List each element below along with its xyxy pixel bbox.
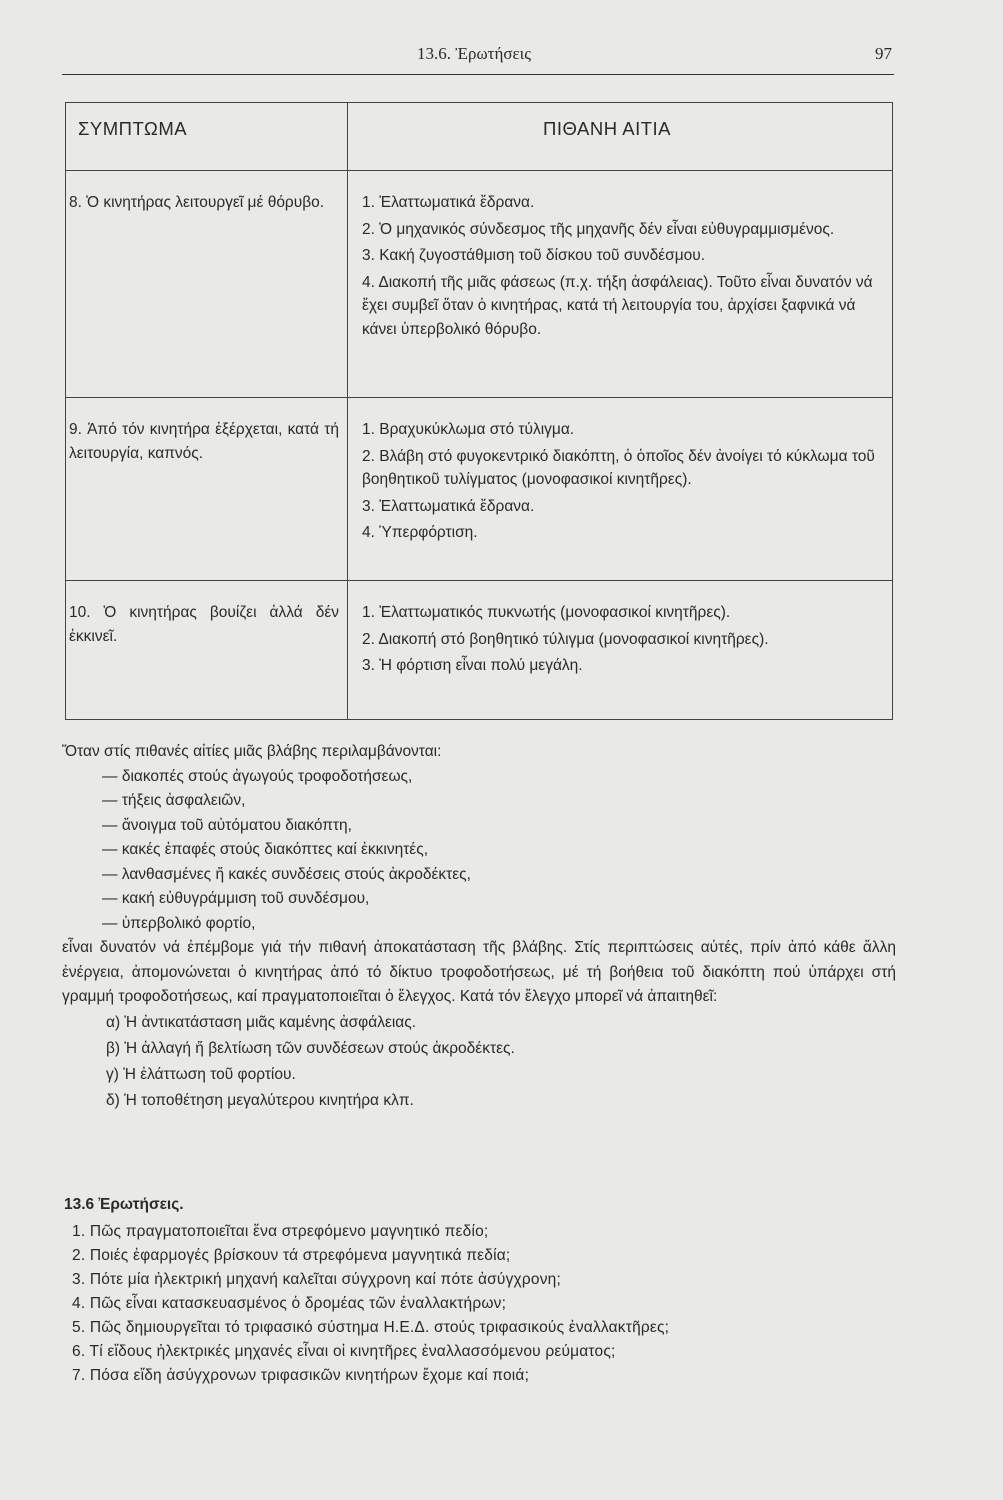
page-header	[62, 40, 894, 75]
cause-cell	[348, 398, 893, 581]
intro-sentence: Ὅταν στίς πιθανές αἰτίες μιᾶς βλάβης περιλαμβάνονται:	[62, 743, 442, 760]
list-item: 5. Πῶς δημιουργεῖται τό τριφασικό σύστημα Η.Ε.Δ. στούς τριφασικούς ἐναλλακτῆρες;	[72, 1319, 670, 1336]
list-item: 3. Πότε μία ἠλεκτρική μηχανή καλεῖται σύγχρονη καί πότε ἀσύγχρονη;	[72, 1271, 561, 1288]
list-item: 4. Πῶς εἶναι κατασκευασμένος ὁ δρομέας τῶν ἐναλλακτήρων;	[72, 1295, 507, 1312]
section-heading: 13.6 Ἐρωτήσεις.	[64, 1196, 184, 1213]
cause-cell	[348, 171, 893, 398]
symptom-cause-table	[65, 102, 893, 720]
cause-item: 2. Βλάβη στό φυγοκεντρικό διακόπτη, ὁ ὁποῖος δέν ἀνοίγει τό κύκλωμα τοῦ βοηθητικοῦ τυλίγματος (μονοφασικοί κινητῆρες).	[362, 447, 875, 488]
cause-cell	[348, 581, 893, 720]
list-item: 6. Τί εἴδους ἠλεκτρικές μηχανές εἶναι οἱ κινητῆρες ἐναλλασσόμενου ρεύματος;	[72, 1343, 616, 1360]
table-row	[66, 398, 893, 581]
symptom-cell: 8. Ὁ κινητήρας λειτουργεῖ μέ θόρυβο.	[66, 171, 348, 398]
cause-item: 3. Ἐλαττωματικά ἔδρανα.	[362, 497, 535, 515]
list-item: 2. Ποιές ἐφαρμογές βρίσκουν τά στρεφόμενα μαγνητικά πεδία;	[72, 1247, 511, 1264]
cause-item: 1. Ἐλαττωματικά ἔδρανα.	[362, 194, 535, 211]
cause-item: 2. Ὁ μηχανικός σύνδεσμος τῆς μηχανῆς δέν εἶναι εὐθυγραμμισμένος.	[362, 220, 835, 238]
cause-item: 3. Ἡ φόρτιση εἶναι πολύ μεγάλη.	[362, 657, 583, 674]
questions-section	[62, 1196, 896, 1388]
list-item: — τήξεις ἀσφαλειῶν,	[102, 789, 896, 814]
table-header-row	[66, 103, 893, 171]
list-item: 1. Πῶς πραγματοποιεῖται ἕνα στρεφόμενο μαγνητικό πεδίο;	[72, 1223, 489, 1240]
cause-item: 1. Ἐλαττωματικός πυκνωτής (μονοφασικοί κινητῆρες).	[362, 604, 731, 621]
actions-list	[62, 1010, 896, 1114]
list-item: — ὑπερβολικό φορτίο,	[102, 912, 896, 937]
body-paragraph: εἶναι δυνατόν νά ἐπέμβομε γιά τήν πιθανή ἀποκατάσταση τῆς βλάβης. Στίς περιπτώσεις αὐτές, πρίν ἀπό κάθε ἄλλη ἐνέργεια, ἀπομονώνεται ὁ κινητήρας ἀπό τό δίκτυο τροφοδοτήσεως, μέ τή βοήθεια τοῦ διακόπτη πού ὑπάρχει στή γραμμή τροφοδοτήσεως, καί πραγματοποιεῖται ὁ ἔλεγχος. Κατά τόν ἔλεγχο μπορεῖ νά ἀπαιτηθεῖ:	[62, 939, 896, 1005]
list-item: 7. Πόσα εἴδη ἀσύγχρονων τριφασικῶν κινητήρων ἔχομε καί ποιά;	[72, 1367, 530, 1384]
questions-list	[62, 1220, 896, 1388]
list-item: β) Ἡ ἀλλαγή ἤ βελτίωση τῶν συνδέσεων στούς ἀκροδέκτες.	[106, 1039, 515, 1057]
table-row	[66, 581, 893, 720]
list-item: γ) Ἡ ἐλάττωση τοῦ φορτίου.	[106, 1065, 296, 1083]
cause-item: 4. Ὑπερφόρτιση.	[362, 524, 478, 541]
cause-item: 3. Κακή ζυγοστάθμιση τοῦ δίσκου τοῦ συνδέσμου.	[362, 247, 706, 264]
page-number: 97	[875, 44, 892, 63]
list-item: — ἄνοιγμα τοῦ αὐτόματου διακόπτη,	[102, 814, 896, 839]
list-item: — κακές ἐπαφές στούς διακόπτες καί ἐκκινητές,	[102, 838, 896, 863]
body-text	[62, 740, 896, 1114]
cause-item: 2. Διακοπή στό βοηθητικό τύλιγμα (μονοφασικοί κινητῆρες).	[362, 630, 769, 648]
list-item: α) Ἡ ἀντικατάσταση μιᾶς καμένης ἀσφάλειας.	[106, 1013, 417, 1031]
symptom-cell: 10. Ὁ κινητήρας βουίζει ἀλλά δέν ἐκκινεῖ.	[66, 581, 348, 720]
header-cause: ΠΙΘΑΝΗ ΑΙΤΙΑ	[348, 103, 893, 171]
list-item: δ) Ἡ τοποθέτηση μεγαλύτερου κινητήρα κλπ.	[106, 1091, 414, 1109]
cause-item: 1. Βραχυκύκλωμα στό τύλιγμα.	[362, 421, 575, 438]
header-symptom: ΣΥΜΠΤΩΜΑ	[66, 103, 348, 171]
list-item: — λανθασμένες ἤ κακές συνδέσεις στούς ἀκροδέκτες,	[102, 863, 896, 888]
running-title: 13.6. Ἐρωτήσεις	[417, 44, 531, 63]
cause-item: 4. Διακοπή τῆς μιᾶς φάσεως (π.χ. τήξη ἀσφάλειας). Τοῦτο εἶναι δυνατόν νά ἔχει συμβεῖ ὅταν ὁ κινητήρας, κατά τή λειτουργία του, ἀρχίσει ξαφνικά νά κάνει ὑπερβολικό θόρυβο.	[362, 273, 873, 338]
table-row	[66, 171, 893, 398]
list-item: — διακοπές στούς ἀγωγούς τροφοδοτήσεως,	[102, 765, 896, 790]
fault-causes-list	[62, 765, 896, 937]
symptom-cell: 9. Ἀπό τόν κινητήρα ἐξέρχεται, κατά τή λειτουργία, καπνός.	[66, 398, 348, 581]
list-item: — κακή εὐθυγράμμιση τοῦ συνδέσμου,	[102, 887, 896, 912]
